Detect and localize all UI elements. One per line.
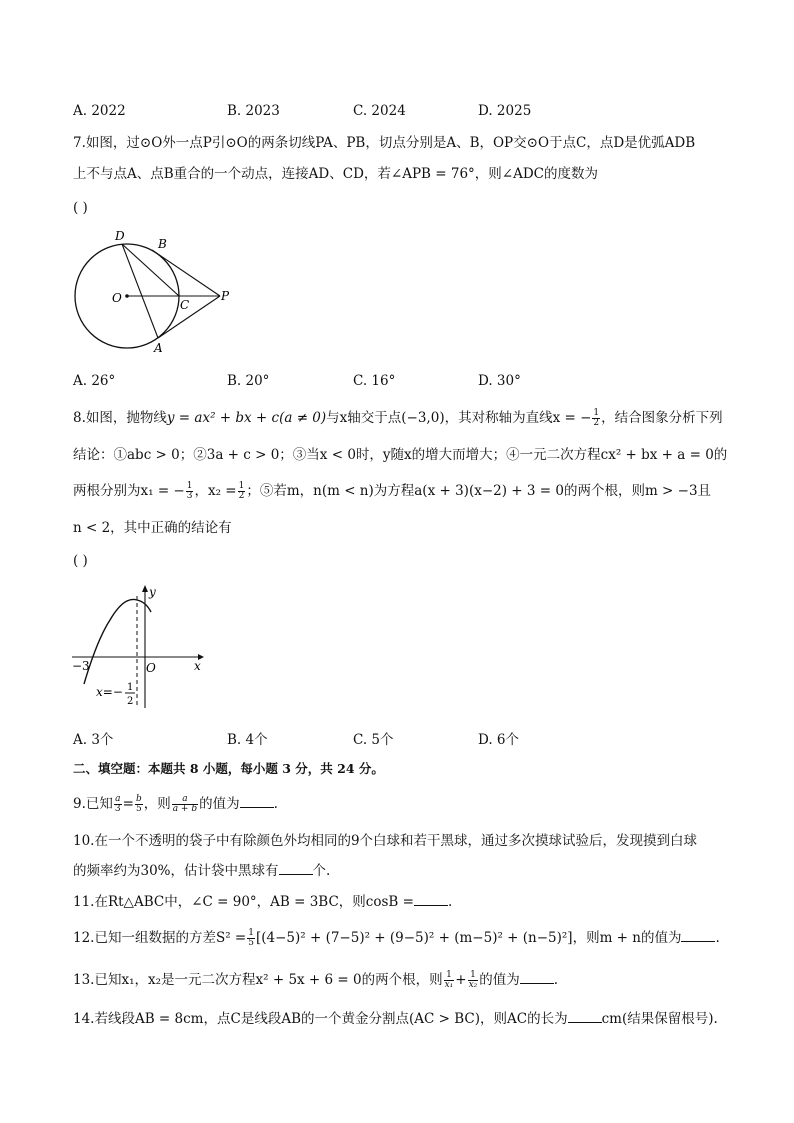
q14-text-post: cm(结果保留根号). — [601, 1011, 718, 1027]
q7-label-o: O — [112, 291, 122, 305]
q13-text-post: 的值为 — [479, 972, 520, 988]
q12-answer-blank[interactable] — [681, 929, 715, 942]
q8-stem-line-1 — [73, 409, 723, 428]
q10-stem-line-1: 10.在一个不透明的袋子中有除颜色外均相同的9个白球和若干黑球，通过多次摸球试验后，发现摸到白球 — [73, 833, 698, 849]
q8-answer-paren: ( ) — [73, 553, 88, 569]
q13-plus: + — [455, 972, 467, 988]
q6-option-c[interactable]: C. 2024 — [353, 103, 406, 119]
q14-stem — [73, 1010, 718, 1028]
q9-end: . — [273, 796, 278, 812]
q6-option-d[interactable]: D. 2025 — [478, 103, 532, 119]
q8-parabola-eq: y = ax² + bx + c(a ≠ 0) — [166, 410, 327, 426]
q9-frac-a3: $\frac{a}{3}$ — [114, 794, 121, 814]
q8-label-o: O — [146, 661, 156, 675]
q13-answer-blank[interactable] — [520, 971, 554, 984]
q6-options — [73, 103, 733, 121]
q8-stem-line-2: 结论：①abc > 0；②3a + c > 0；③当x < 0时，y随x的增大而增大；④一元二次方程cx² + bx + a = 0的 — [73, 447, 728, 463]
q8-stem-line-3 — [73, 482, 711, 501]
q12-text-pre: 12.已知一组数据的方差S² = — [73, 930, 247, 946]
q6-option-a[interactable]: A. 2022 — [73, 103, 126, 119]
q8-option-a[interactable]: A. 3个 — [73, 732, 114, 748]
q8-options — [73, 728, 733, 746]
q8-frac-half: $\frac{1}{2}$ — [593, 408, 600, 428]
q7-option-c[interactable]: C. 16° — [353, 373, 396, 389]
q8-label-minus3: −3 — [72, 659, 90, 673]
q9-text-value: 的值为 — [199, 796, 240, 812]
q7-tangent-pb — [152, 250, 220, 296]
q7-option-a[interactable]: A. 26° — [73, 373, 116, 389]
q10-text-2a: 的频率约为30%，估计袋中黑球有 — [73, 863, 279, 879]
q8-label-y: y — [149, 585, 156, 599]
q9-text-then: ，则 — [143, 796, 171, 812]
q8-parabola-curve — [84, 599, 151, 684]
q8-y-axis-arrow — [142, 585, 148, 592]
q7-line-da — [122, 244, 158, 338]
q7-options — [73, 373, 733, 391]
q8-stem-line-4: n < 2，其中正确的结论有 — [73, 520, 232, 536]
q7-label-c: C — [180, 298, 190, 312]
q8-label-xeq: x=− — [96, 685, 123, 699]
q8-option-c[interactable]: C. 5个 — [353, 732, 394, 748]
q8-label-two: 2 — [127, 696, 134, 707]
q8-text-3c: ；⑤若m，n(m < n)为方程a(x + 3)(x−2) + 3 = 0的两个根，则m > −3且 — [246, 483, 712, 499]
q8-label-one: 1 — [127, 682, 134, 693]
q8-option-d[interactable]: D. 6个 — [478, 732, 520, 748]
q14-answer-blank[interactable] — [568, 1010, 602, 1023]
q7-label-a: A — [154, 341, 163, 355]
q8-parabola-figure — [70, 580, 210, 715]
q7-answer-paren: ( ) — [73, 200, 88, 216]
q8-frac-half-2: $\frac{1}{2}$ — [238, 481, 245, 501]
q8-option-b[interactable]: B. 4个 — [227, 732, 268, 748]
q8-frac-third: $\frac{1}{3}$ — [186, 481, 193, 501]
q11-end: . — [447, 894, 453, 910]
q9-frac-a-over-apb: $\frac{a}{a + b}$ — [172, 794, 198, 814]
q7-label-d: D — [115, 229, 125, 243]
q7-circle-tangent-figure — [70, 225, 240, 360]
q14-text-pre: 14.若线段AB = 8cm，点C是线段AB的一个黄金分割点(AC > BC)，则AC的长为 — [73, 1011, 568, 1027]
q8-label-x: x — [194, 659, 201, 673]
q7-option-d[interactable]: D. 30° — [478, 373, 521, 389]
q8-text-1b: 与x轴交于点(−3,0)，其对称轴为直线x = − — [326, 410, 592, 426]
q7-option-b[interactable]: B. 20° — [227, 373, 270, 389]
q13-stem — [73, 971, 558, 990]
q7-line-dc — [122, 244, 179, 296]
q12-stem — [73, 929, 720, 948]
q12-frac-one-fifth: $\frac{1}{5}$ — [248, 928, 254, 948]
q11-stem — [73, 893, 452, 911]
q9-answer-blank[interactable] — [240, 795, 274, 808]
q12-end: . — [715, 930, 720, 946]
q9-frac-b5: $\frac{b}{5}$ — [135, 794, 142, 814]
q11-text: 11.在Rt△ABC中，∠C = 90°，AB = 3BC，则cosB = — [73, 894, 414, 910]
q8-text-3b: ，x₂ = — [194, 483, 237, 499]
q11-answer-blank[interactable] — [414, 893, 448, 906]
q8-text-1c: ，结合图象分析下列 — [601, 410, 723, 426]
q13-frac-1-x1: $\frac{1}{\text{x₁}}$ — [444, 970, 454, 990]
q13-end: . — [553, 972, 559, 988]
q7-center-dot — [125, 294, 129, 298]
q7-stem-line-2: 上不与点A、点B重合的一个动点，连接AD、CD，若∠APB = 76°，则∠ADC的度数为 — [73, 166, 598, 182]
q7-label-p: P — [221, 289, 230, 303]
q8-text-3a: 两根分别为x₁ = − — [73, 483, 185, 499]
q10-answer-blank[interactable] — [279, 862, 313, 875]
q6-option-b[interactable]: B. 2023 — [227, 103, 280, 119]
q10-stem-line-2 — [73, 862, 330, 880]
q10-text-2b: 个. — [312, 863, 331, 879]
q13-frac-1-x2: $\frac{1}{\text{x₂}}$ — [468, 970, 478, 990]
q9-text-eq: = — [122, 796, 134, 812]
q7-stem-line-1: 7.如图，过⊙O外一点P引⊙O的两条切线PA、PB，切点分别是A、B，OP交⊙O于点C，点D是优弧ADB — [73, 135, 696, 151]
q13-text-pre: 13.已知x₁，x₂是一元二次方程x² + 5x + 6 = 0的两个根，则 — [73, 972, 443, 988]
q7-label-b: B — [158, 237, 167, 251]
q9-stem — [73, 795, 278, 814]
section-2-heading: 二、填空题：本题共 8 小题，每小题 3 分，共 24 分。 — [73, 761, 384, 776]
q9-text-pre: 9.已知 — [73, 796, 113, 812]
q12-text-body: [(4−5)² + (7−5)² + (9−5)² + (m−5)² + (n−5)²]，则m + n的值为 — [255, 930, 682, 946]
q8-text-1a: 8.如图，抛物线 — [73, 410, 167, 426]
